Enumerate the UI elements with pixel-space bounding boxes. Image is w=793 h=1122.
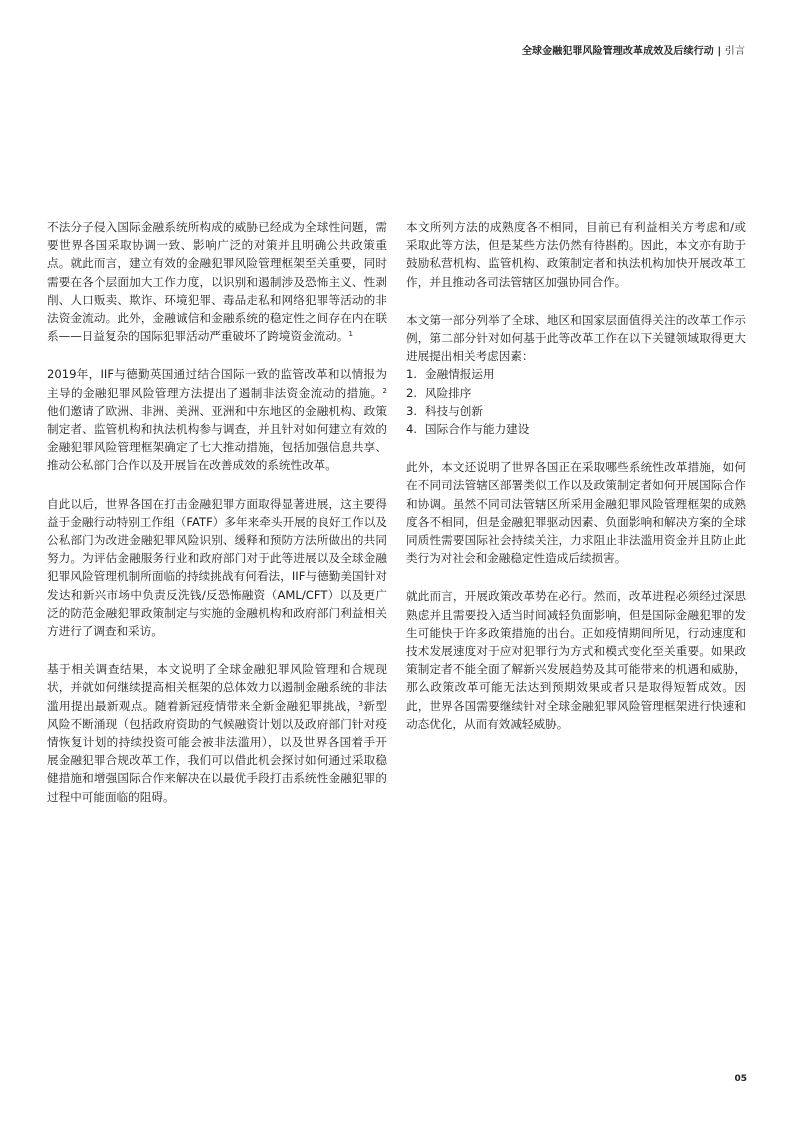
- header-separator: |: [717, 46, 722, 57]
- paragraph-systemic-reform: 此外，本文还说明了世界各国正在采取哪些系统性改革措施，如何在不同司法管辖区部署类似工作以及政策制定者如何开展国际合作和协调。虽然不同司法管辖区所采用金融犯罪风险管理框架的成熟度各不相同，但是金融犯罪驱动因素、负面影响和解决方案的全球同质性需要国际社会持续关注，力求阻止非法滥用资金并且防止此类行为对社会和金融稳定性造成后续损害。: [406, 460, 746, 566]
- list-item: 4. 国际合作与能力建设: [406, 422, 530, 437]
- list-item: 2. 风险排序: [406, 385, 472, 400]
- list-item: 3. 科技与创新: [406, 403, 483, 418]
- paragraph-structure: 本文第一部分列举了全球、地区和国家层面值得关注的改革工作示例，第二部分针对如何基于此等改革工作在以下关键领域取得更大进展提出相关考虑因素：: [406, 312, 746, 364]
- header-section: 引言: [724, 46, 745, 57]
- key-areas-list: [406, 365, 746, 438]
- footnote-ref-2: 2: [382, 386, 387, 395]
- footnote-ref-3: 3: [358, 699, 364, 708]
- paragraph-maturity: 本文所列方法的成熟度各不相同，目前已有利益相关方考虑和/或采取此等方法，但是某些方法仍然有待斟酌。因此，本文亦有助于鼓励私营机构、监管机构、政策制定者和执法机构加快开展改革工作，并且推动各司法管辖区加强协同合作。: [406, 220, 746, 289]
- paragraph-progress: 自此以后，世界各国在打击金融犯罪方面取得显著进展，这主要得益于金融行动特别工作组（FATF）多年来牵头开展的良好工作以及公私部门为改进金融犯罪风险识别、缓释和预防方法所做出的共同努力。为评估金融服务行业和政府部门对于此等进展以及全球金融犯罪风险管理机制所面临的持续挑战有何看法，IIF与德勤美国针对发达和新兴市场中负责反洗钱/反恐怖融资（AML/CFT）以及更广泛的防范金融犯罪政策制定与实施的金融机构和政府部门利益相关方进行了调查和采访。: [47, 496, 387, 639]
- paragraph-2019: 2019年，IIF与德勤英国通过结合国际一致的监管改革和以情报为主导的金融犯罪风险管理方法提出了遏制非法资金流动的措施。$^2$他们邀请了欧洲、非洲、美洲、亚洲和中东地区的金融机构、政策制定者、监管机构和执法机构参与调查，并且针对如何建立有效的金融犯罪风险管理框架确定了七大推动措施，包括加强信息共享、推动公私部门合作以及开展旨在改善成效的系统性改革。: [47, 367, 387, 473]
- paragraph-threat: 不法分子侵入国际金融系统所构成的威胁已经成为全球性问题，需要世界各国采取协调一致、影响广泛的对策并且明确公共政策重点。就此而言，建立有效的金融犯罪风险管理框架至关重要，同时需要在各个层面加大工作力度，以识别和遏制涉及恐怖主义、性剥削、人口贩卖、欺诈、环境犯罪、毒品走私和网络犯罪等活动的非法资金流动。此外，金融诚信和金融系统的稳定性之间存在内在联系——日益复杂的国际犯罪活动严重破坏了跨境资金流动。$^1$: [47, 220, 387, 344]
- page-number: 05: [734, 1074, 747, 1084]
- footnote-ref-1: 1: [348, 330, 353, 339]
- paragraph-policy-reform: 就此而言，开展政策改革势在必行。然而，改革进程必须经过深思熟虑并且需要投入适当时间减轻负面影响，但是国际金融犯罪的发生可能快于许多政策措施的出台。正如疫情期间所见，行动速度和技术发展速度对于应对犯罪行为方式和模式变化至关重要。如果政策制定者不能全面了解新兴发展趋势及其可能带来的机遇和威胁，那么政策改革可能无法达到预期效果或者只是取得短暂成效。因此，世界各国需要继续针对全球金融犯罪风险管理框架进行快速和动态优化，从而有效减轻威胁。: [406, 589, 746, 731]
- running-header: [522, 42, 745, 57]
- left-column: [47, 218, 387, 826]
- list-item: 1. 金融情报运用: [406, 367, 495, 382]
- paragraph-findings: 基于相关调查结果，本文说明了全球金融犯罪风险管理和合规现状，并就如何继续提高相关框架的总体效力以遏制金融系统的非法滥用提出最新观点。随着新冠疫情带来全新金融犯罪挑战，$^3$新型风险不断涌现（包括政府资助的气候融资计划以及政府部门针对疫情恢复计划的持续投资可能会被非法滥用），以及世界各国着手开展金融犯罪合规改革工作，我们可以借此机会探讨如何通过采取稳健措施和增强国际合作来解决在以最优手段打击系统性金融犯罪的过程中可能面临的阻碍。: [47, 662, 387, 804]
- header-title: 全球金融犯罪风险管理改革成效及后续行动: [521, 46, 714, 57]
- right-column: [406, 218, 746, 753]
